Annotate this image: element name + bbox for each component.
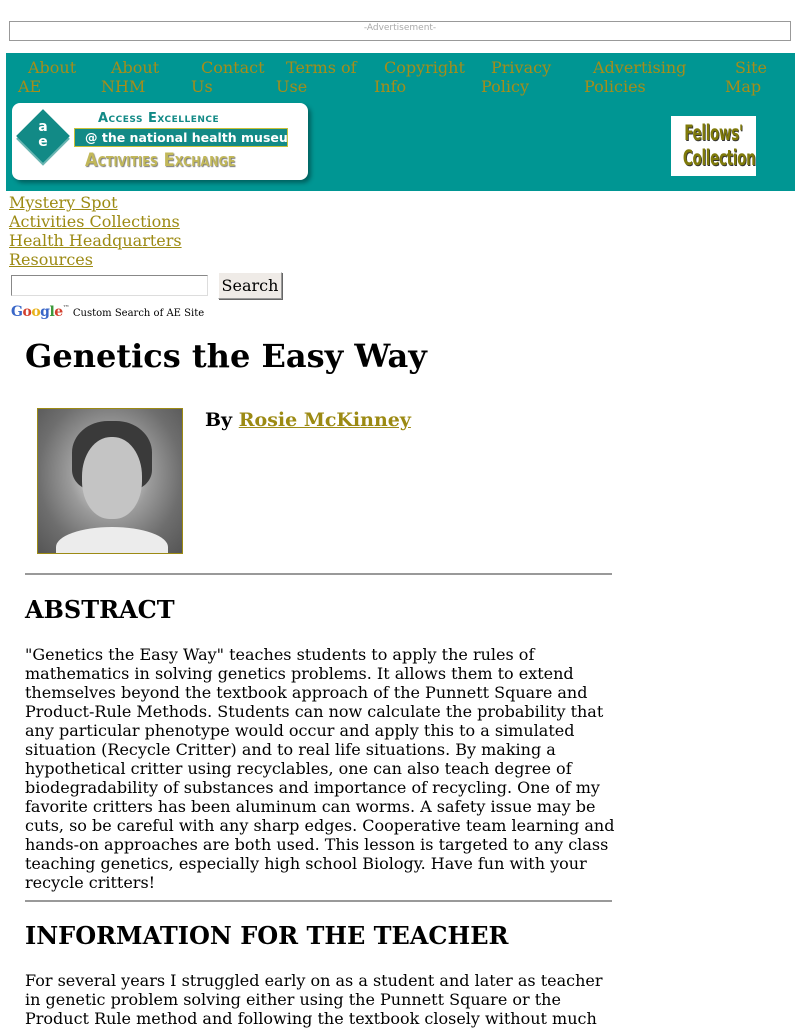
page-title: Genetics the Easy Way: [25, 337, 427, 375]
abstract-text: "Genetics the Easy Way" teaches students to apply the rules of mathematics in solving genetics problems. It allows them to extend themselves beyond the textbook approach of the Punnett Square and Product-Rule Methods. Students can now calculate the probability that any particular phenotype would occur and apply this to a simulated situation (Recycle Critter) and to real life situations. By making a hypothetical critter using recyclables, one can also teach degree of biodegradability of substances and importance of recycling. One of my favorite critters has been aluminum can worms. A safety issue may be cuts, so be careful with any sharp edges. Cooperative team learning and hands-on approaches are both used. This lesson is targeted to any class teaching genetics, especially high school Biology. Have fun with your recycle critters!: [25, 645, 615, 892]
sidenav-activities-collections[interactable]: Activities Collections: [9, 212, 180, 231]
sidenav-resources[interactable]: Resources: [9, 250, 93, 269]
advertisement-banner: [9, 21, 791, 41]
sidenav-mystery-spot[interactable]: Mystery Spot: [9, 193, 118, 212]
by-label: By: [205, 409, 233, 431]
google-custom-search-caption: Google™ Custom Search of AE Site: [11, 304, 205, 320]
divider: [25, 900, 612, 902]
author-photo: [37, 408, 183, 554]
search-input[interactable]: [11, 275, 208, 296]
logo-access-excellence: Access Excellence: [98, 111, 220, 126]
fellows-line1: Fellows': [684, 121, 743, 145]
author-link[interactable]: Rosie McKinney: [238, 409, 411, 431]
search-button[interactable]: Search: [218, 272, 282, 299]
logo-national-health-museum: @ the national health museum: [74, 128, 288, 147]
top-navigation-bar: [6, 53, 795, 191]
teacher-info-text: For several years I struggled early on as a student and later as teacher in genetic problem solving either using the Punnett Square or the Product Rule method and following the textbook closely without much: [25, 971, 603, 1028]
activities-exchange-logo[interactable]: [12, 103, 308, 180]
advertisement-label: -Advertisement-: [363, 23, 437, 33]
fellows-collection-badge[interactable]: [671, 116, 756, 176]
section-heading-information-for-teacher: INFORMATION FOR THE TEACHER: [25, 921, 509, 950]
logo-activities-exchange: Activities Exchange: [85, 149, 236, 171]
search-caption-text: Custom Search of AE Site: [72, 308, 205, 319]
section-navigation: [9, 193, 182, 269]
top-nav-links: About AE About NHM Contact Us Terms of Use Copyright Info Privacy Policy Advertising Policies Site Map: [18, 58, 767, 96]
divider: [25, 573, 612, 575]
section-heading-abstract: ABSTRACT: [25, 595, 175, 624]
sidenav-health-headquarters[interactable]: Health Headquarters: [9, 231, 182, 250]
photo-shirt-shape: [56, 527, 168, 554]
google-logo-icon: Google: [11, 304, 63, 320]
fellows-line2: Collection: [682, 146, 756, 170]
photo-face-shape: [82, 437, 142, 519]
ae-letters: a e: [38, 119, 48, 150]
author-byline: [205, 408, 411, 432]
